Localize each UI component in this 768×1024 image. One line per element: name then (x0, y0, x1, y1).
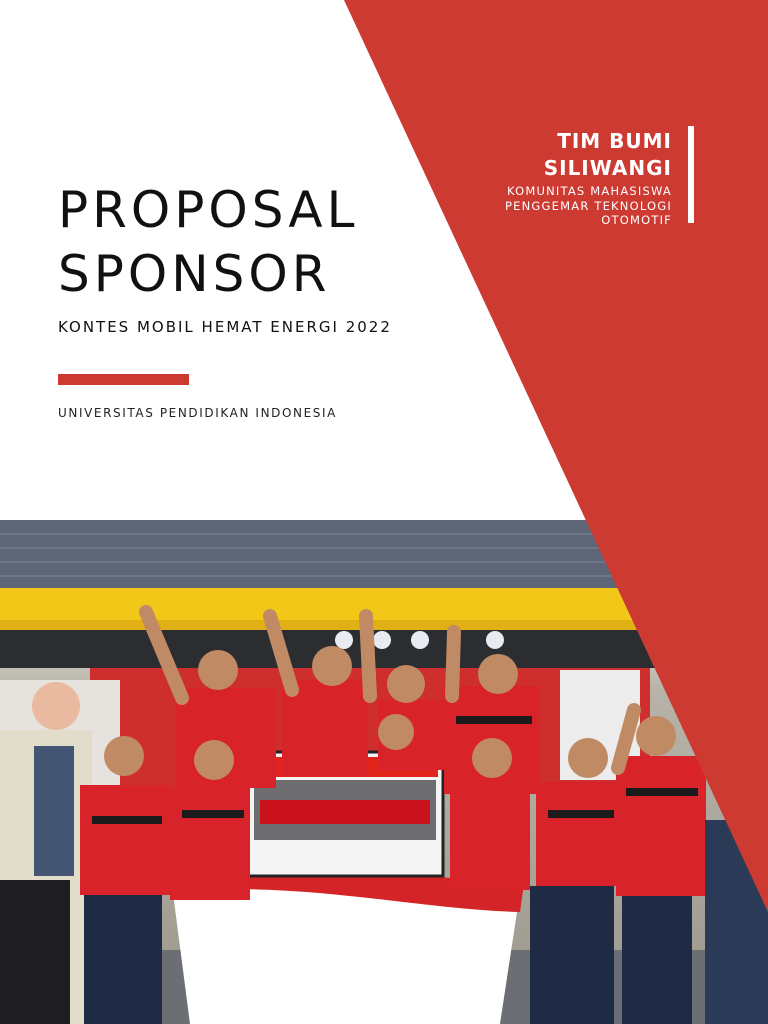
event-subtitle: KONTES MOBIL HEMAT ENERGI 2022 (58, 318, 392, 336)
team-description-line-2: PENGGEMAR TEKNOLOGI (505, 198, 672, 213)
title-line-2: SPONSOR (58, 245, 331, 303)
title-line-1: PROPOSAL (58, 181, 359, 239)
team-info (412, 128, 672, 228)
team-name-line-1: TIM BUMI (557, 129, 672, 153)
team-description-line-1: KOMUNITAS MAHASISWA (507, 184, 672, 198)
university-name: UNIVERSITAS PENDIDIKAN INDONESIA (58, 406, 337, 420)
team-description (412, 184, 672, 228)
page-title (58, 178, 358, 306)
team-description-line-3: OTOMOTIF (601, 213, 672, 227)
team-name-line-2: SILIWANGI (543, 156, 672, 180)
team-name (412, 128, 672, 182)
accent-bar (58, 374, 189, 385)
team-vertical-rule (688, 126, 694, 223)
